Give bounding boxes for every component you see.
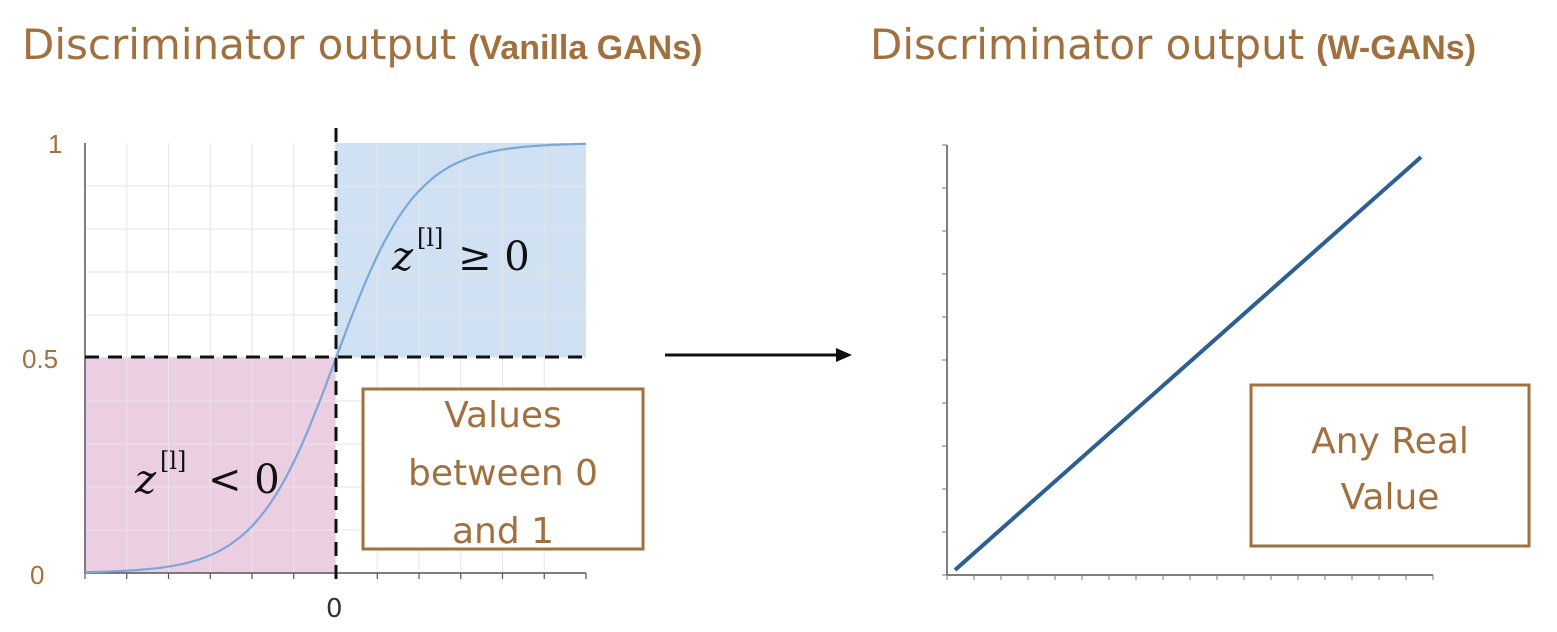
right-panel-title: Discriminator output [870,20,1305,69]
any-real-value-box [1251,385,1529,546]
left-panel-title: Discriminator output [22,20,457,69]
y-tick-label-0: 0 [30,560,45,590]
values-box-line-2: between 0 [407,453,599,494]
y-tick-label-half: 0.5 [22,344,59,374]
values-box-line-1: Values [444,395,562,436]
right-panel-subtitle: (W-GANs) [1316,29,1477,67]
y-tick-label-1: 1 [48,129,63,159]
lower-label-var: z [135,457,157,503]
right-panel-chart [942,145,1529,580]
left-panel-subtitle: (Vanilla GANs) [468,29,703,67]
arrow-head-icon [836,348,852,362]
transition-arrow [665,348,852,362]
upper-label-op: ≥ 0 [458,234,530,280]
real-box-line-1: Any Real [1311,421,1469,462]
values-box-line-3: and 1 [451,511,555,552]
real-box-line-2: Value [1340,477,1440,518]
lower-label-op: < 0 [208,457,280,503]
left-panel-chart [22,128,643,624]
lower-label-sup: [l] [160,447,187,475]
x-tick-label-0: 0 [326,594,343,624]
upper-label-var: z [392,234,414,280]
upper-label-sup: [l] [417,224,444,252]
